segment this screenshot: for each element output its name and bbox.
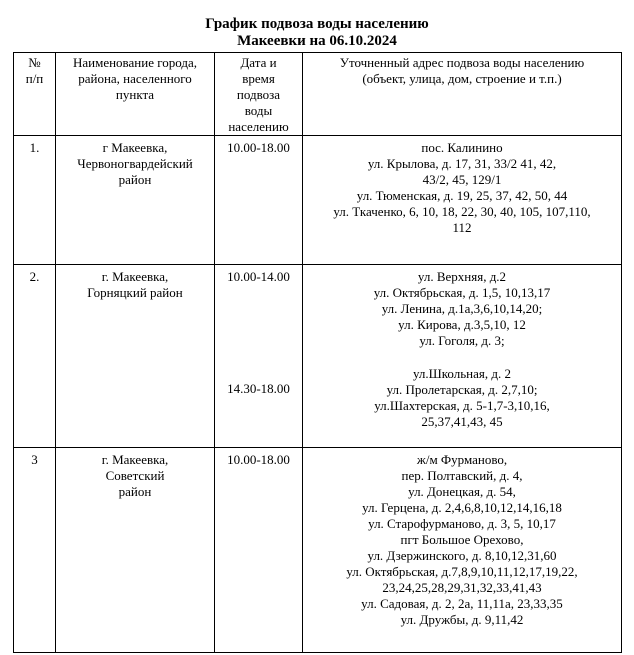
row-addresses: ж/м Фурманово, пер. Полтавский, д. 4, ул. Донецкая, д. 54, ул. Герцена, д. 2,4,6,8,10,12,14,16,18 ул. Старофурманово, д. 3, 5, 10,17 пгт Большое Орехово, ул. Дзержинского, д. 8,10,12,31,60 ул. Октябрьская, д.7,8,9,10,11,12,17,19,22, 23,24,25,28,29,31,32,33,41,43 ул. Садовая, д. 2, 2а, 11,11а, 23,33,35 ул. Дружбы, д. 9,11,42 xyxy=(303,448,622,653)
row-place: г. Макеевка, Советский район xyxy=(56,448,215,653)
header-address: Уточненный адрес подвоза воды населению (объект, улица, дом, строение и т.п.) xyxy=(303,53,622,136)
row-addresses: пос. Калинино ул. Крылова, д. 17, 31, 33/2 41, 42, 43/2, 45, 129/1 ул. Тюменская, д. 19, 25, 37, 42, 50, 44 ул. Ткаченко, 6, 10, 18, 22, 30, 40, 105, 107,110, 112 xyxy=(303,136,622,265)
table-row xyxy=(14,448,622,653)
row-time: 10.00-18.00 xyxy=(215,136,303,265)
row-time: 10.00-14.00 14.30-18.00 xyxy=(215,265,303,448)
row-time-second: 14.30-18.00 xyxy=(227,381,290,396)
row-place: г Макеевка, Червоногвардейский район xyxy=(56,136,215,265)
row-time: 10.00-18.00 xyxy=(215,448,303,653)
header-number: № п/п xyxy=(14,53,56,136)
header-datetime: Дата и время подвоза воды населению xyxy=(215,53,303,136)
title-line-1: График подвоза воды населению xyxy=(205,16,429,32)
row-number: 1. xyxy=(14,136,56,265)
document-title xyxy=(0,16,634,50)
water-schedule-table xyxy=(13,52,622,653)
row-number: 2. xyxy=(14,265,56,448)
row-addresses: ул. Верхняя, д.2 ул. Октябрьская, д. 1,5, 10,13,17 ул. Ленина, д.1а,3,6,10,14,20; ул. Кирова, д.3,5,10, 12 ул. Гоголя, д. 3; ул.Школьная, д. 2 ул. Пролетарская, д. 2,7,10; ул.Шахтерская, д. 5-1,7-3,10,16, 25,37,41,43, 45 xyxy=(303,265,622,448)
table-row xyxy=(14,136,622,265)
table-row xyxy=(14,265,622,448)
table-header-row xyxy=(14,53,622,136)
row-place: г. Макеевка, Горняцкий район xyxy=(56,265,215,448)
row-number: 3 xyxy=(14,448,56,653)
header-name: Наименование города, района, населенного пункта xyxy=(56,53,215,136)
title-line-2: Макеевки на 06.10.2024 xyxy=(237,33,397,49)
